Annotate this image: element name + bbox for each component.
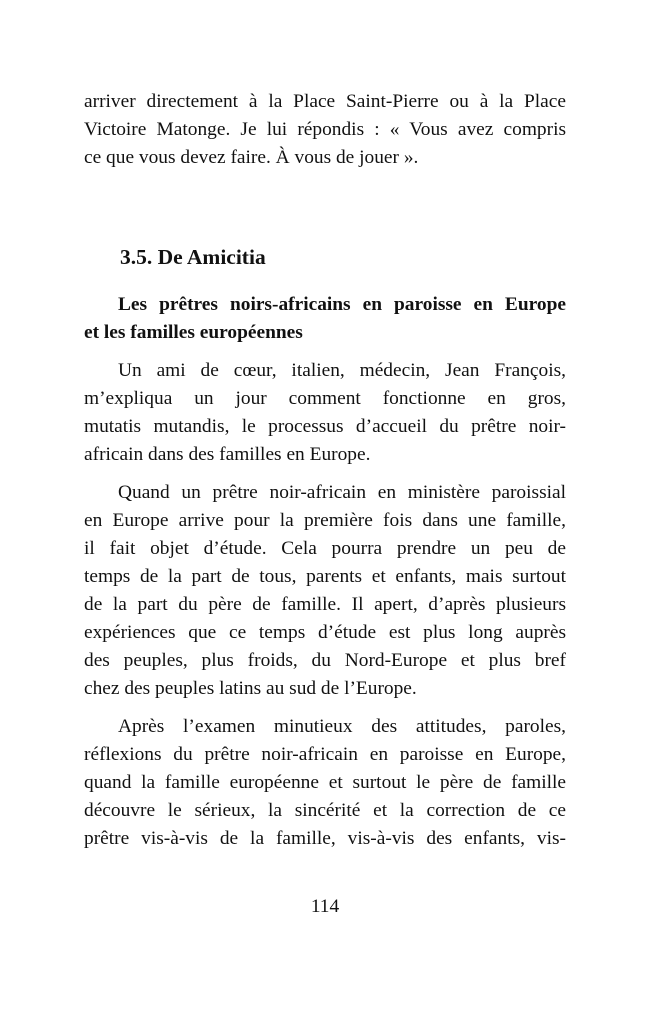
text-line: mutatis mutandis, le processus d’accueil du prêtre noir- xyxy=(84,416,566,437)
text-line: découvre le sérieux, la sincérité et la correction de ce xyxy=(84,800,566,821)
continuation-paragraph xyxy=(84,88,566,172)
section-subheading xyxy=(84,291,566,347)
text-line: africain dans des familles en Europe. xyxy=(84,444,371,465)
text-line: Quand un prêtre noir-africain en ministère paroissial xyxy=(118,482,566,503)
text-line: réflexions du prêtre noir-africain en paroisse en Europe, xyxy=(84,744,566,765)
subheading-line: et les familles européennes xyxy=(84,322,303,343)
text-line: Un ami de cœur, italien, médecin, Jean François, xyxy=(118,360,566,381)
text-line: arriver directement à la Place Saint-Pierre ou à la Place xyxy=(84,91,566,112)
paragraph-1 xyxy=(84,357,566,469)
text-line: quand la famille européenne et surtout le père de famille xyxy=(84,772,566,793)
text-line: des peuples, plus froids, du Nord-Europe et plus bref xyxy=(84,650,566,671)
text-line: ce que vous devez faire. À vous de jouer ». xyxy=(84,147,419,168)
section-spacer xyxy=(84,182,566,243)
text-line: de la part du père de famille. Il apert, d’après plusieurs xyxy=(84,594,566,615)
text-line: prêtre vis-à-vis de la famille, vis-à-vis des enfants, vis- xyxy=(84,828,566,849)
paragraph-2 xyxy=(84,479,566,703)
text-line: m’expliqua un jour comment fonctionne en gros, xyxy=(84,388,566,409)
text-line: temps de la part de tous, parents et enfants, mais surtout xyxy=(84,566,566,587)
text-line: en Europe arrive pour la première fois dans une famille, xyxy=(84,510,566,531)
section-heading: 3.5. De Amicitia xyxy=(120,245,266,269)
text-line: Après l’examen minutieux des attitudes, paroles, xyxy=(118,716,566,737)
text-line: Victoire Matonge. Je lui répondis : « Vous avez compris xyxy=(84,119,566,140)
page-body xyxy=(84,88,566,863)
paragraph-3 xyxy=(84,713,566,853)
page-number: 114 xyxy=(310,896,340,917)
text-line: il fait objet d’étude. Cela pourra prendre un peu de xyxy=(84,538,566,559)
text-line: chez des peuples latins au sud de l’Europe. xyxy=(84,678,417,699)
text-line: expériences que ce temps d’étude est plus long auprès xyxy=(84,622,566,643)
subheading-line: Les prêtres noirs-africains en paroisse en Europe xyxy=(118,294,566,315)
